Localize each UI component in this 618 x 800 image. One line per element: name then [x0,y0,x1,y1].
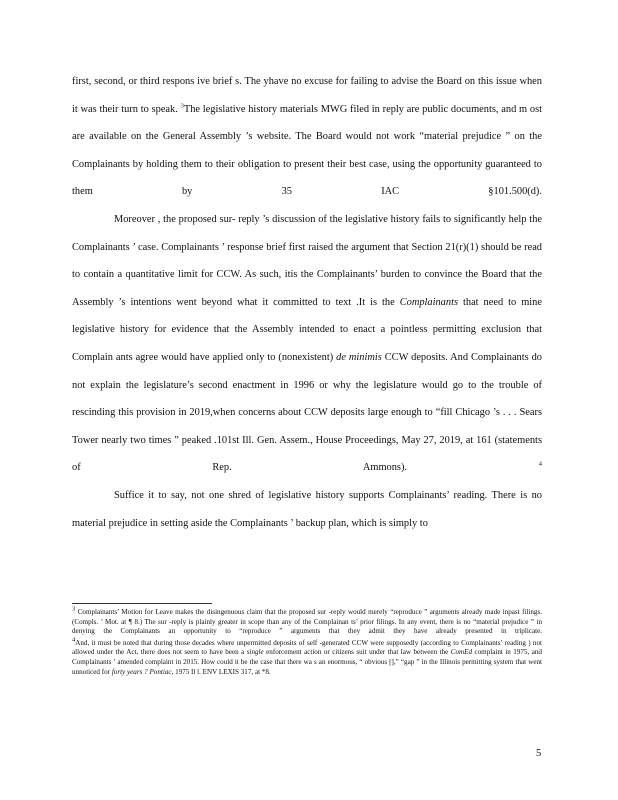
footnote-4-text-d: , 1975 Il l. ENV LEXIS 317, at *8. [171,667,271,676]
paragraph-3-text: Suffice it to say, not one shred of legislative history supports Complainants’ reading. There is no material prejudice in setting aside the Complainants ’ backup plan, which is simply to [72,489,542,529]
paragraph-3 [72,482,542,537]
paragraph-1-text-b: The legislative history materials MWG filed in reply are public documents, and m ost are available on the General Assembly ’s website. The Board would not work “material prejudice ” on the Complainants by holding them to their obligation to present their best case, using the opportunity guaranteed to them by 35 IAC §101.500(d). [72,103,542,198]
footnote-3-marker: 3 [72,605,76,613]
paragraph-2-text-a: Moreover , the proposed sur- reply ’s discussion of the legislative history fails to significantly help the Complainants ’ case. Complainants ’ response brief first raised the argument that Section 21(r)(1) should be read to contain a quantitative limit for CCW. As such, itis the Complainants’ burden to convince the Board that the Assembly ’s intentions went beyond what it committed to text .It is the [72,213,542,308]
footnote-4-italic-single: single [246,648,264,657]
footnote-3-text: Complainants’ Motion for Leave makes the disingenuous claim that the proposed sur -reply would merely “reproduce ” arguments already made inpast filings. (Compls. ’ Mot. at ¶ 8.) The sur -reply is plainly greater in scope than any of the Complainan ts’ prior filings. In any event, there is no “material prejudice ” in denying the Complainants an opportunity to “reproduce ” arguments that they admit they have already presented in triplicate. [72,608,542,636]
paragraph-2-italic-de-minimis: de minimis [336,351,382,363]
page-number: 5 [536,748,542,759]
footnote-4-italic-forty-years: forty years ? [111,667,148,676]
footnote-4 [72,636,542,677]
paragraph-2-italic-complainants: Complainants [399,296,458,308]
paragraph-1 [72,68,542,206]
footnote-4-text-a: And, it must be noted that during those decades where unpermitted deposits of self -generated CCW were supposedly (according to Complainants’ reading ) not allowed under the Act, there does not seem to have been a [72,638,542,657]
paragraph-2 [72,206,542,482]
footnote-4-italic-comed: ComEd [450,648,473,657]
body-text [72,68,542,537]
paragraph-2-text-b: that need to mine legislative history for evidence that the Assembly intended to enact a pointless permitting exclusion that Complain ants agree would have applied only to (nonexistent) [72,296,542,363]
footnote-ref-3: 3 [180,102,184,110]
footnote-4-marker: 4 [72,636,76,644]
paragraph-2-text-c: CCW deposits. And Complainants do not explain the legislature’s second enactment in 1996 or why the legislature would go to the trouble of rescinding this provision in 2019,when concerns about CCW deposits large enough to “fill Chicago ’s . . . Sears Tower nearly two times ” peaked .101st Ill. Gen. Assem., House Proceedings, May 27, 2019, at 161 (statements of Rep. Ammons). [72,351,542,474]
footnote-ref-4: 4 [538,460,542,468]
footnote-3 [72,605,542,637]
footnotes [72,605,542,679]
footnote-4-text-b: enforcement action or citizens suit under that law between the [266,648,449,657]
footnote-separator [72,603,212,604]
footnote-4-text-c: complaint in 1975, and Complainants ’ amended complaint in 2015. How could it be the case that there wa s an enormous, “ obvious [],” “gap ” in the Illinois permitting system that went unnoticed for [72,648,542,676]
paragraph-1-text-a: first, second, or third respons ive brief s. The yhave no excuse for failing to advise the Board on this issue when it was their turn to speak. [72,76,542,115]
footnote-4-italic-pontiac: Pontiac [149,667,172,676]
